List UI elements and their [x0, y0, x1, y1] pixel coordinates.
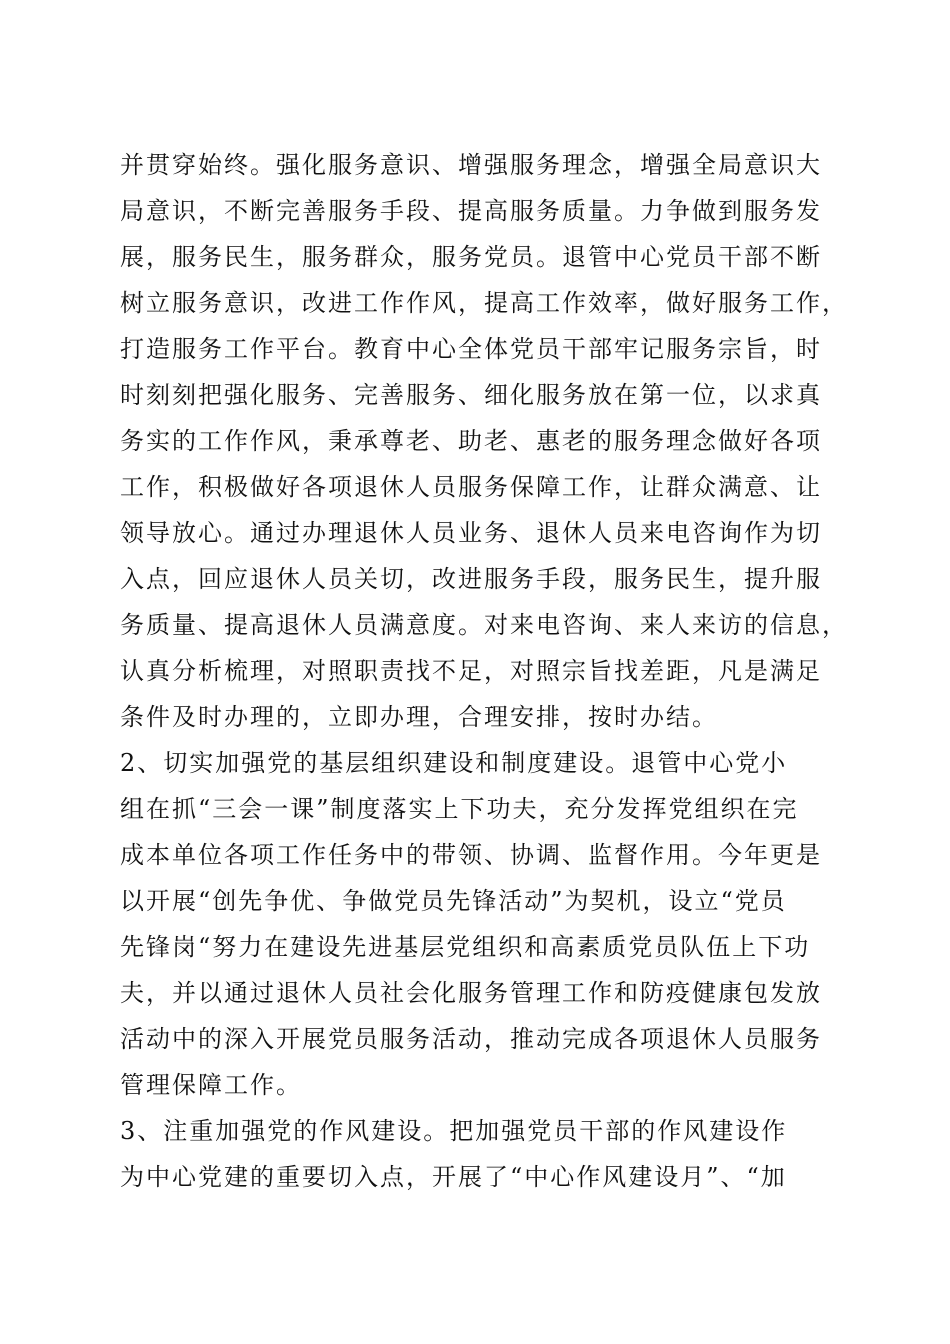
text-line: 务实的工作作风，秉承尊老、助老、惠老的服务理念做好各项: [120, 427, 822, 455]
text-line: 活动中的深入开展党员服务活动，推动完成各项退休人员服务: [120, 1025, 822, 1053]
text-line: 打造服务工作平台。教育中心全体党员干部牢记服务宗旨，时: [120, 335, 822, 363]
text-line: 树立服务意识，改进工作作风，提高工作效率，做好服务工作，: [120, 289, 848, 317]
text-line: 时刻刻把强化服务、完善服务、细化服务放在第一位，以求真: [120, 381, 822, 409]
text-line: 务质量、提高退休人员满意度。对来电咨询、来人来访的信息，: [120, 611, 848, 639]
text-line: 展，服务民生，服务群众，服务党员。退管中心党员干部不断: [120, 243, 822, 271]
text-line: 局意识，不断完善服务手段、提高服务质量。力争做到服务发: [120, 197, 822, 225]
body-text: [120, 142, 848, 1200]
text-line: 领导放心。通过办理退休人员业务、退休人员来电咨询作为切: [120, 519, 822, 547]
text-line: 以开展“创先争优、争做党员先锋活动”为契机，设立“党员: [120, 887, 787, 915]
text-line: 组在抓“三会一课”制度落实上下功夫，充分发挥党组织在完: [120, 795, 799, 823]
text-line: 并贯穿始终。强化服务意识、增强服务理念，增强全局意识大: [120, 151, 822, 179]
text-line: 管理保障工作。: [120, 1071, 302, 1099]
text-line: 成本单位各项工作任务中的带领、协调、监督作用。今年更是: [120, 841, 822, 869]
text-line: 工作，积极做好各项退休人员服务保障工作，让群众满意、让: [120, 473, 822, 501]
text-line: 条件及时办理的，立即办理，合理安排，按时办结。: [120, 703, 718, 731]
text-line: 认真分析梳理，对照职责找不足，对照宗旨找差距，凡是满足: [120, 657, 822, 685]
paragraph-2-start: 2、切实加强党的基层组织建设和制度建设。退管中心党小: [120, 749, 788, 777]
paragraph-3-start: 3、注重加强党的作风建设。把加强党员干部的作风建设作: [120, 1117, 788, 1145]
text-line: 夫，并以通过退休人员社会化服务管理工作和防疫健康包发放: [120, 979, 822, 1007]
text-line: 入点，回应退休人员关切，改进服务手段，服务民生，提升服: [120, 565, 822, 593]
text-line: 为中心党建的重要切入点，开展了“中心作风建设月”、“加: [120, 1163, 787, 1191]
text-line: 先锋岗“努力在建设先进基层党组织和高素质党员队伍上下功: [120, 933, 811, 961]
